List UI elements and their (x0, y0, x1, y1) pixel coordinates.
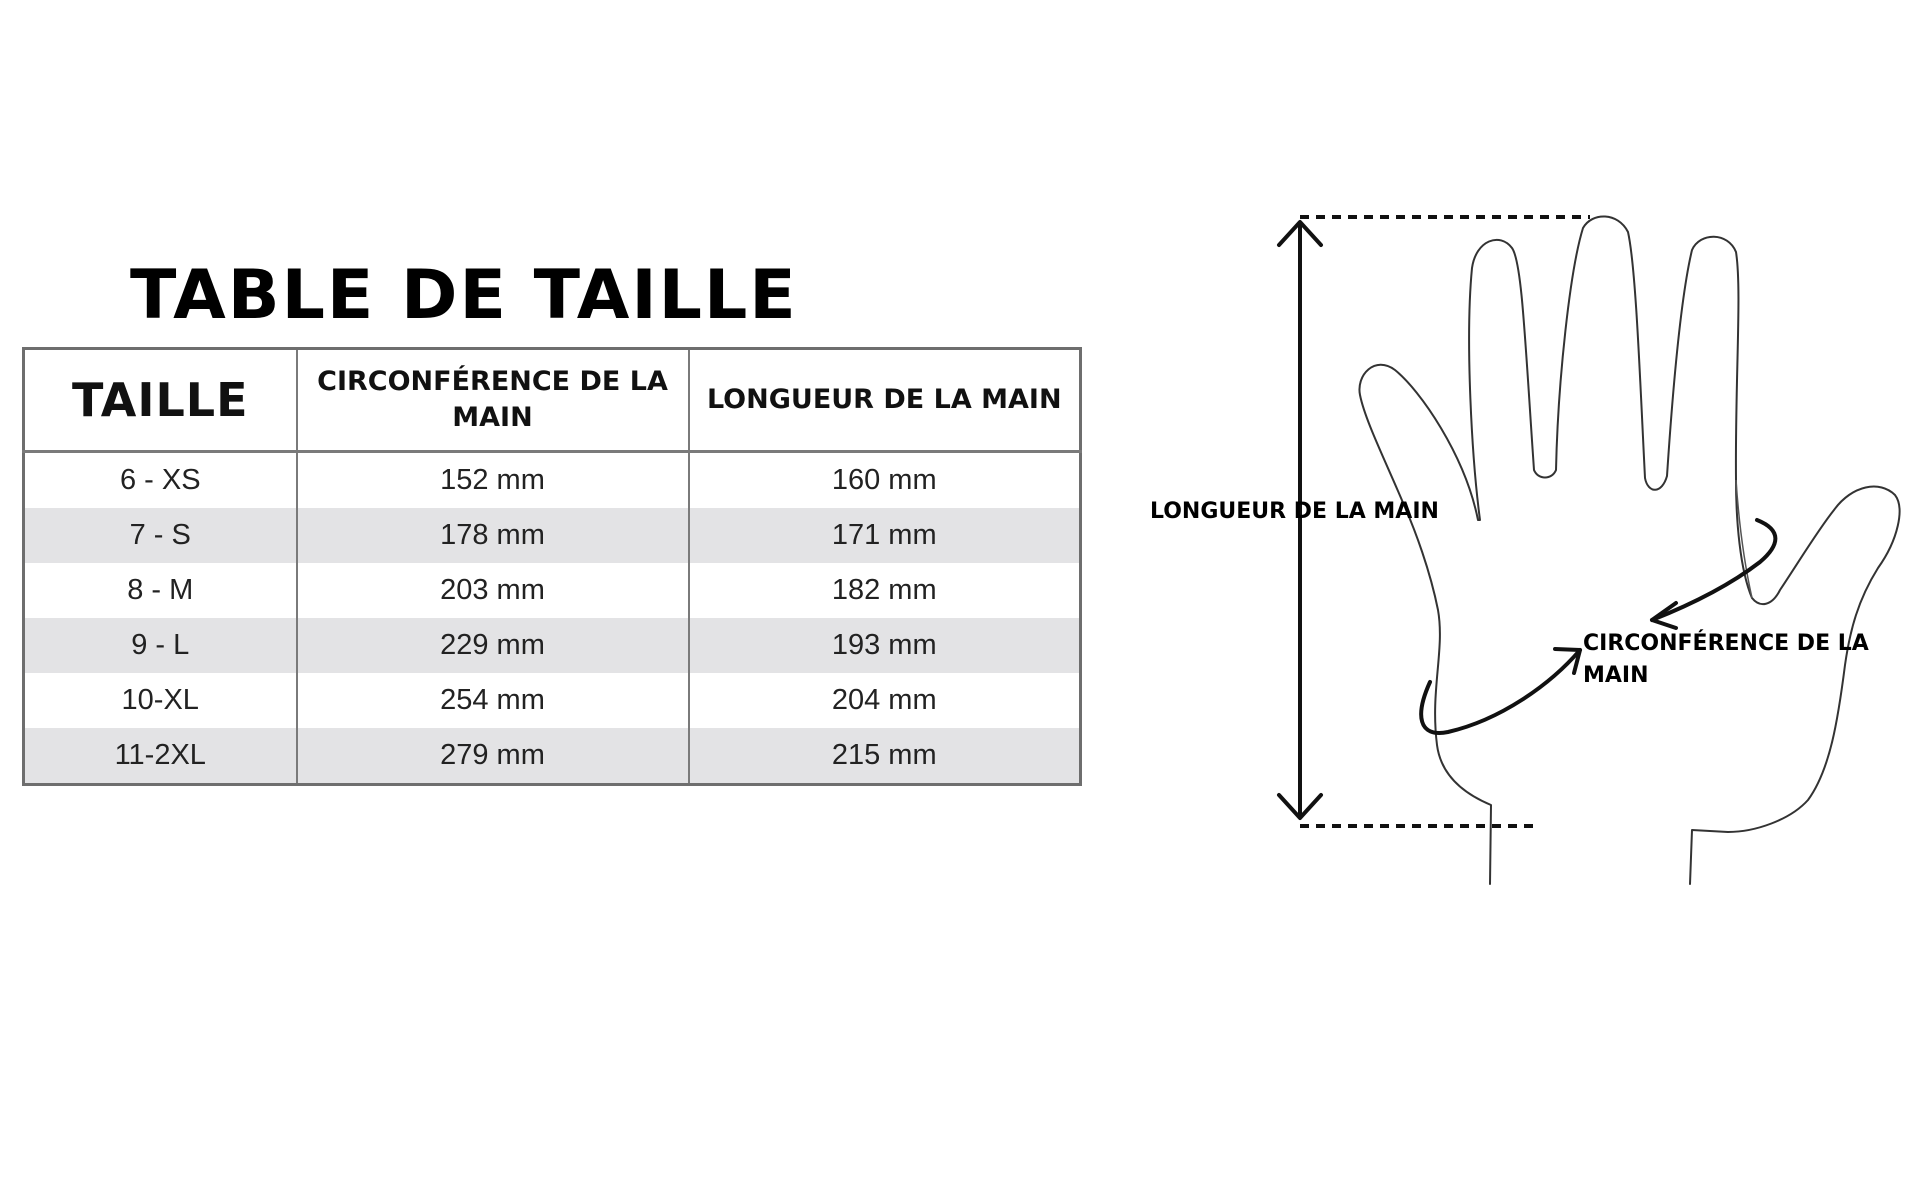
cell-size: 10-XL (24, 673, 297, 728)
header-circumference: CIRCONFÉRENCE DE LA MAIN (297, 349, 689, 452)
cell-length: 182 mm (689, 563, 1081, 618)
table-header-row (24, 349, 1081, 452)
cell-circumference: 203 mm (297, 563, 689, 618)
cell-length: 171 mm (689, 508, 1081, 563)
circumference-label: CIRCONFÉRENCE DE LA MAIN (1583, 631, 1869, 688)
cell-size: 7 - S (24, 508, 297, 563)
hand-measurement-diagram (1130, 200, 1906, 900)
size-chart-table (22, 347, 1082, 786)
header-length: LONGUEUR DE LA MAIN (689, 349, 1081, 452)
cell-length: 215 mm (689, 728, 1081, 785)
circumference-arrow-left (1421, 650, 1580, 733)
table-row (24, 563, 1081, 618)
table-row (24, 508, 1081, 563)
cell-circumference: 254 mm (297, 673, 689, 728)
header-size: TAILLE (24, 349, 297, 452)
table-row (24, 452, 1081, 509)
cell-size: 9 - L (24, 618, 297, 673)
cell-circumference: 178 mm (297, 508, 689, 563)
cell-size: 6 - XS (24, 452, 297, 509)
hand-outline (1359, 216, 1899, 884)
table-row (24, 618, 1081, 673)
cell-length: 204 mm (689, 673, 1081, 728)
cell-circumference: 279 mm (297, 728, 689, 785)
cell-size: 8 - M (24, 563, 297, 618)
length-label: LONGUEUR DE LA MAIN (1150, 499, 1439, 524)
size-table-title: TABLE DE TAILLE (130, 256, 798, 335)
table-row (24, 673, 1081, 728)
table-row (24, 728, 1081, 785)
cell-circumference: 229 mm (297, 618, 689, 673)
cell-length: 160 mm (689, 452, 1081, 509)
cell-length: 193 mm (689, 618, 1081, 673)
cell-circumference: 152 mm (297, 452, 689, 509)
cell-size: 11-2XL (24, 728, 297, 785)
